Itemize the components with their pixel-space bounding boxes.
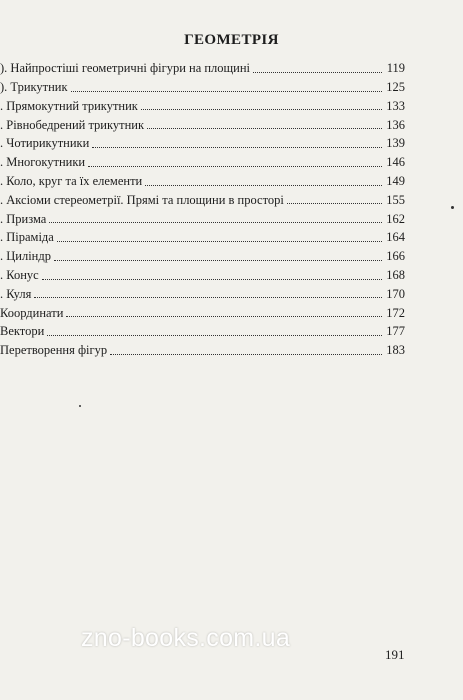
toc-entry xyxy=(0,263,405,282)
toc-entry xyxy=(0,94,405,113)
toc-entry-title: . Піраміда xyxy=(0,230,54,245)
toc-entry-title: . Рівнобедрений трикутник xyxy=(0,117,145,132)
toc-entry xyxy=(0,282,405,301)
dot-leader xyxy=(287,202,382,204)
toc-entry-title: . Многокутники xyxy=(0,155,86,170)
dot-leader xyxy=(49,221,382,223)
toc-entry xyxy=(0,169,405,188)
toc-entry xyxy=(0,75,405,94)
toc-entry xyxy=(0,188,405,207)
toc-entry-page: 168 xyxy=(386,268,405,283)
dot-leader xyxy=(145,184,382,186)
dot-leader xyxy=(47,334,382,336)
toc-entry-title: . Коло, круг та їх елементи xyxy=(0,174,143,189)
toc-entry-title: . Прямокутний трикутник xyxy=(0,98,138,113)
toc-entry-page: 172 xyxy=(386,305,405,320)
watermark: zno-books.com.ua xyxy=(81,624,291,652)
toc-entry-title: Вектори xyxy=(0,324,45,339)
toc-entry-page: 183 xyxy=(386,343,405,358)
toc-entry xyxy=(0,206,405,225)
dot-leader xyxy=(110,353,382,355)
toc-entry-title: . Куля xyxy=(0,286,32,301)
toc-entry-title: ). Найпростіші геометричні фігури на площині xyxy=(0,61,251,76)
dot-leader xyxy=(253,71,382,73)
toc-entry xyxy=(0,131,405,150)
toc-entry-page: 125 xyxy=(386,80,405,95)
toc-entry-page: 170 xyxy=(386,286,405,301)
page-number: 191 xyxy=(385,647,405,662)
toc-entry-title: Перетворення фігур xyxy=(0,343,108,358)
dot-leader xyxy=(141,108,382,110)
dot-leader xyxy=(92,146,382,148)
toc-entry-page: 139 xyxy=(386,136,405,151)
toc-entry-page: 136 xyxy=(386,117,405,132)
paper-speck xyxy=(79,405,81,407)
toc-entry xyxy=(0,300,405,319)
toc-entry-page: 146 xyxy=(386,155,405,170)
toc-entry-page: 166 xyxy=(386,249,405,264)
toc-entry xyxy=(0,244,405,263)
paper-speck xyxy=(451,206,454,209)
toc-entry-title: ). Трикутник xyxy=(0,80,68,95)
toc-entry xyxy=(0,56,405,75)
dot-leader xyxy=(71,90,382,92)
toc-entry-page: 162 xyxy=(386,211,405,226)
toc-entry xyxy=(0,112,405,131)
dot-leader xyxy=(66,315,382,317)
dot-leader xyxy=(88,165,382,167)
toc-entry-title: . Циліндр xyxy=(0,249,51,264)
toc-entry xyxy=(0,338,405,357)
dot-leader xyxy=(57,240,382,242)
toc-entry xyxy=(0,319,405,338)
dot-leader xyxy=(54,259,382,261)
table-of-contents xyxy=(0,56,405,357)
toc-entry-page: 177 xyxy=(386,324,405,339)
toc-entry-page: 155 xyxy=(386,192,405,207)
section-heading: ГЕОМЕТРІЯ xyxy=(184,32,279,48)
dot-leader xyxy=(34,296,382,298)
toc-entry-title: . Аксіоми стереометрії. Прямі та площини в просторі xyxy=(0,192,284,207)
toc-entry xyxy=(0,150,405,169)
toc-entry xyxy=(0,225,405,244)
toc-entry-page: 119 xyxy=(386,61,405,76)
toc-entry-title: Координати xyxy=(0,305,64,320)
toc-entry-page: 133 xyxy=(386,98,405,113)
toc-entry-title: . Конус xyxy=(0,268,39,283)
toc-entry-page: 164 xyxy=(386,230,405,245)
dot-leader xyxy=(42,278,382,280)
toc-entry-page: 149 xyxy=(386,174,405,189)
dot-leader xyxy=(147,127,382,129)
toc-entry-title: . Чотирикутники xyxy=(0,136,90,151)
toc-entry-title: . Призма xyxy=(0,211,47,226)
